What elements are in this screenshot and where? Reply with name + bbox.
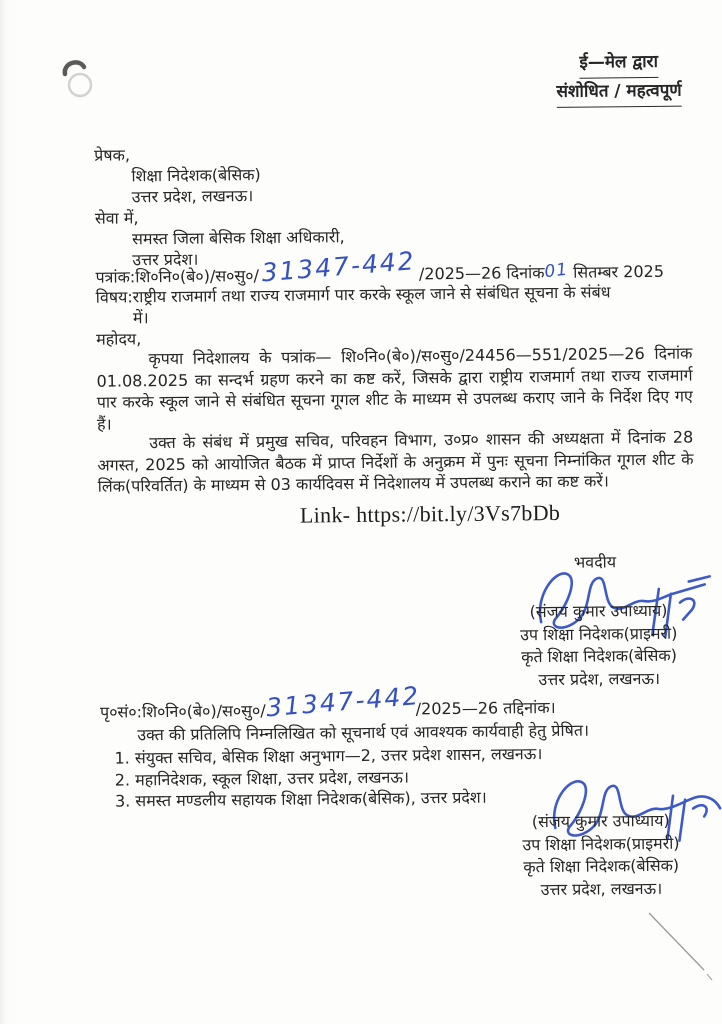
salutation: महोदय,: [96, 329, 142, 349]
endorsement-suffix: /2025—26 तद्दिनांक।: [415, 697, 556, 719]
handwritten-day: 01: [543, 259, 570, 283]
sender-label: प्रेषक,: [94, 145, 131, 165]
signatory2-title3: उत्तर प्रदेश, लखनऊ।: [540, 878, 663, 899]
sender-line2: उत्तर प्रदेश, लखनऊ।: [131, 186, 254, 207]
google-sheet-link: Link- https://bit.ly/3Vs7bDb: [299, 499, 561, 528]
subject-line1: विषय:राष्ट्रीय राजमार्ग तथा राज्य राजमार्ग पार करके स्कूल जाने से संबंधित सूचना के संबंध: [95, 282, 611, 307]
signatory2-title2: कृते शिक्षा निदेशक(बेसिक): [523, 855, 680, 877]
recipient-label: सेवा में,: [94, 208, 139, 228]
fold-line: [646, 910, 718, 988]
revised-important-label: संशोधित / महत्वपूर्ण: [556, 78, 681, 108]
handwritten-endorsement-number: 31347-442: [264, 681, 421, 723]
handwritten-ref-number: 31347-442: [260, 246, 417, 288]
endorsement-prefix: पृ०सं०:शि०नि०(बे०)/स०सु०/: [99, 701, 266, 722]
signatory2-name: (संजय कुमार उपाध्याय): [531, 810, 670, 832]
signatory-title1: उप शिक्षा निदेशक(प्राइमरी): [520, 623, 678, 644]
body-paragraph-2: उक्त के संबंध में प्रमुख सचिव, परिवहन विभाग, उ०प्र० शासन की अध्यक्षता में दिनांक 28 अगस्त, 2025 को आयोजित बैठक में प्राप्त निर्देशों के अनुक्रम में पुनः सूचना निम्नांकित गूगल शीट के लिंक(परिवर्तित) के माध्यम से 03 कार्यदिवस में निदेशालय में उपलब्ध कराने का कष्ट करें।: [97, 427, 694, 496]
copy-item-2: 2. महानिदेशक, स्कूल शिक्षा, उत्तर प्रदेश, लखनऊ।: [114, 767, 410, 790]
signatory-title2: कृते शिक्षा निदेशक(बेसिक): [521, 645, 678, 667]
signatory-block-2: [478, 809, 722, 902]
signatory2-title1: उप शिक्षा निदेशक(प्राइमरी): [522, 833, 680, 854]
address-block: [94, 142, 345, 271]
signatory-title3: उत्तर प्रदेश, लखनऊ।: [538, 668, 661, 689]
reference-suffix: सितम्बर 2025: [573, 261, 665, 282]
reference-middle: /2025—26 दिनांक: [418, 263, 545, 284]
reference-prefix: पत्रांक:शि०नि०(बे०)/स०सु०/: [95, 266, 260, 287]
header-right: [556, 49, 682, 108]
body-paragraph-1: कृपया निदेशालय के पत्रांक— शि०नि०(बे०)/स०सु०/24456—551/2025—26 दिनांक 01.08.2025 का सन्दर्भ ग्रहण करने का कष्ट करें, जिसके द्वारा राष्ट्रीय राजमार्ग तथा राज्य राजमार्ग पार करके स्कूल जाने से संबंधित सूचना गूगल शीट के माध्यम से उपलब्ध कराए जाने के निर्देश दिए गए हैं।: [96, 343, 693, 434]
sender-line1: शिक्षा निदेशक(बेसिक): [131, 165, 261, 186]
copy-intro-line: उक्त की प्रतिलिपि निम्नलिखित को सूचनार्थ एवं आवश्यक कार्यवाही हेतु प्रेषित।: [137, 720, 590, 745]
email-via-label: ई—मेल द्वारा: [579, 49, 658, 79]
signatory-name: (संजय कुमार उपाध्याय): [529, 600, 668, 622]
signatory-block-1: [476, 599, 722, 692]
copy-item-3: 3. समस्त मण्डलीय सहायक शिक्षा निदेशक(बेसिक), उत्तर प्रदेश।: [114, 787, 487, 811]
endorsement-line: [99, 681, 710, 723]
subject-line2: में।: [132, 308, 149, 328]
recipient-line1: समस्त जिला बेसिक शिक्षा अधिकारी,: [132, 227, 345, 249]
copy-item-1: 1. संयुक्त सचिव, बेसिक शिक्षा अनुभाग—2, उत्तर प्रदेश शासन, लखनऊ।: [114, 744, 543, 768]
closing-word: भवदीय: [573, 552, 617, 572]
copy-list: [114, 743, 542, 812]
recipient-line2: उत्तर प्रदेश।: [132, 249, 199, 270]
